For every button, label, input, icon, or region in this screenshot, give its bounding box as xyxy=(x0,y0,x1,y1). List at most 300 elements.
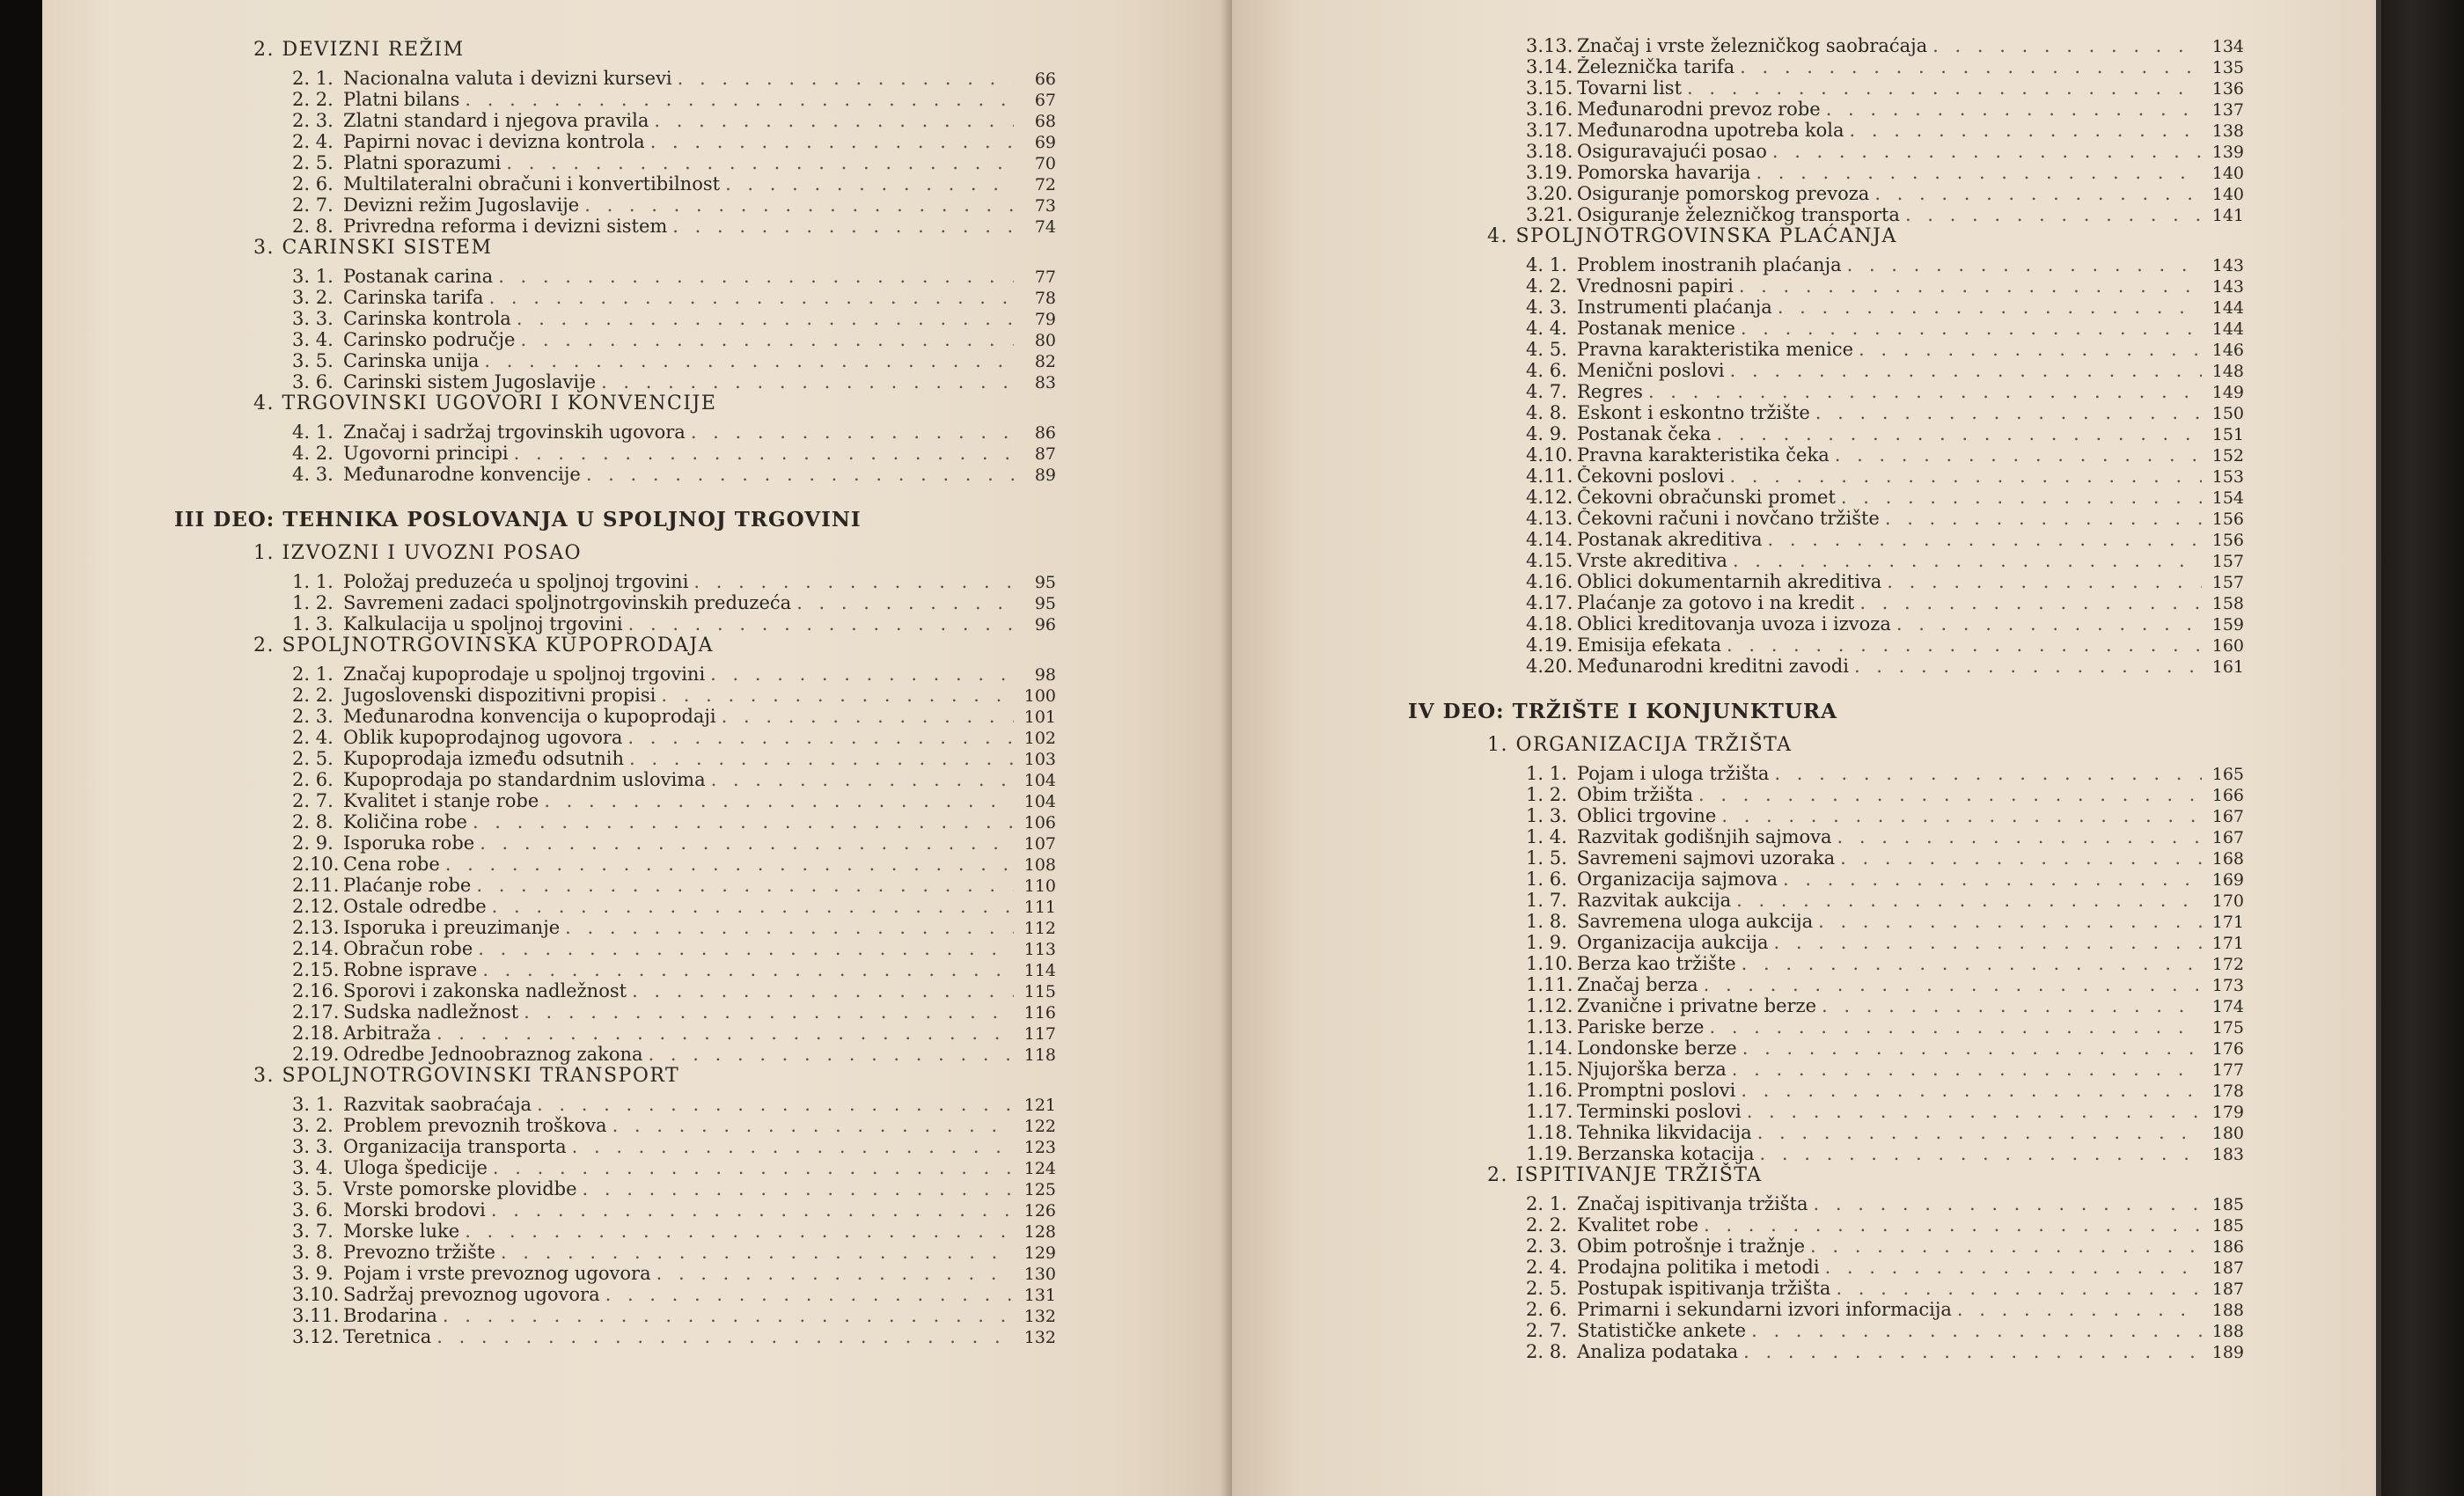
entry-title: Zlatni standard i njegova pravila xyxy=(343,110,649,131)
entry-title: Oblik kupoprodajnog ugovora xyxy=(343,727,623,748)
entry-title: Postanak carina xyxy=(343,266,494,287)
toc-entry xyxy=(292,350,1056,371)
entry-number: 2. 3. xyxy=(292,706,334,727)
entry-page-number: 82 xyxy=(1034,352,1056,371)
part-heading: III DEO: TEHNIKA POSLOVANJA U SPOLJNOJ TRGOVINI xyxy=(174,508,862,532)
entry-page-number: 102 xyxy=(1023,729,1056,748)
leader-dots xyxy=(1729,466,2202,487)
toc-section xyxy=(253,542,1056,634)
leader-dots xyxy=(678,68,1014,89)
leader-dots xyxy=(1850,120,2202,141)
entry-number: 3. 4. xyxy=(292,1157,334,1178)
entry-number: 4.17. xyxy=(1526,592,1573,613)
entry-number: 4.16. xyxy=(1526,571,1573,592)
entry-page-number: 83 xyxy=(1034,373,1056,392)
entry-page-number: 166 xyxy=(2211,786,2244,805)
entry-page-number: 107 xyxy=(1023,834,1056,854)
entry-title: Privredna reforma i devizni sistem xyxy=(343,216,668,237)
toc-entry xyxy=(292,854,1056,875)
entry-page-number: 74 xyxy=(1034,217,1056,237)
toc-entry xyxy=(292,1199,1056,1221)
toc-entry xyxy=(292,194,1056,216)
leader-dots xyxy=(492,896,1014,917)
leader-dots xyxy=(672,216,1014,237)
toc-entry xyxy=(292,685,1056,706)
entry-title: Pojam i uloga tržišta xyxy=(1577,763,1770,784)
leader-dots xyxy=(1698,784,2202,805)
entry-number: 2.17. xyxy=(292,1001,340,1023)
entry-number: 2. 7. xyxy=(292,790,334,811)
entry-title: Vrednosni papiri xyxy=(1577,275,1734,297)
entry-title: Prodajna politika i metodi xyxy=(1577,1257,1820,1278)
leader-dots xyxy=(517,308,1014,329)
leader-dots xyxy=(1778,297,2202,318)
toc-entry xyxy=(1526,550,2244,571)
entry-number: 2. 6. xyxy=(292,173,334,194)
toc-entry xyxy=(292,706,1056,727)
entry-number: 2. 1. xyxy=(292,664,334,685)
leader-dots xyxy=(436,1023,1014,1044)
entry-title: Plaćanje robe xyxy=(343,875,472,896)
toc-entry xyxy=(292,1242,1056,1263)
toc-entry xyxy=(1526,763,2244,784)
leader-dots xyxy=(649,1044,1014,1065)
leader-dots xyxy=(1739,275,2202,297)
entry-page-number: 101 xyxy=(1023,708,1056,727)
leader-dots xyxy=(1756,162,2202,183)
entry-page-number: 117 xyxy=(1023,1024,1056,1044)
toc-entry xyxy=(292,1284,1056,1305)
entry-number: 2. 4. xyxy=(1526,1257,1567,1278)
entry-title: Ostale odredbe xyxy=(343,896,487,917)
entry-number: 4.19. xyxy=(1526,634,1573,656)
entry-title: Oblici dokumentarnih akreditiva xyxy=(1577,571,1882,592)
entry-number: 4. 1. xyxy=(292,422,334,443)
leader-dots xyxy=(1885,508,2202,529)
entry-page-number: 132 xyxy=(1023,1328,1056,1347)
leader-dots xyxy=(586,464,1014,485)
toc-entry-list xyxy=(292,68,1056,237)
entry-page-number: 121 xyxy=(1023,1096,1056,1115)
toc-entry-list xyxy=(292,571,1056,634)
entry-title: Jugoslovenski dispozitivni propisi xyxy=(343,685,656,706)
entry-page-number: 80 xyxy=(1034,331,1056,350)
leader-dots xyxy=(1736,890,2202,911)
entry-number: 3.16. xyxy=(1526,99,1573,120)
entry-page-number: 169 xyxy=(2211,870,2244,890)
entry-page-number: 179 xyxy=(2211,1103,2244,1122)
toc-entry xyxy=(1526,318,2244,339)
entry-page-number: 149 xyxy=(2211,383,2244,402)
right-page xyxy=(1232,0,2376,1496)
entry-number: 2. 5. xyxy=(292,152,334,173)
toc-section xyxy=(253,1065,1056,1347)
entry-title: Pravna karakteristika menice xyxy=(1577,339,1854,360)
entry-page-number: 115 xyxy=(1023,982,1056,1001)
entry-number: 3. 3. xyxy=(292,1136,334,1157)
entry-page-number: 110 xyxy=(1023,876,1056,896)
entry-title: Carinski sistem Jugoslavije xyxy=(343,371,597,392)
toc-entry xyxy=(292,592,1056,613)
toc-entry xyxy=(1526,444,2244,466)
leader-dots xyxy=(1733,550,2202,571)
entry-title: Ugovorni principi xyxy=(343,443,509,464)
entry-title: Pomorska havarija xyxy=(1577,162,1751,183)
entry-number: 4. 2. xyxy=(292,443,334,464)
entry-title: Primarni i sekundarni izvori informacija xyxy=(1577,1299,1952,1320)
toc-entry xyxy=(292,959,1056,980)
entry-page-number: 106 xyxy=(1023,813,1056,832)
toc-entry xyxy=(292,980,1056,1001)
entry-title: Analiza podataka xyxy=(1577,1341,1739,1362)
entry-page-number: 98 xyxy=(1034,665,1056,685)
entry-page-number: 158 xyxy=(2211,594,2244,613)
entry-title: Kalkulacija u spoljnoj trgovini xyxy=(343,613,623,634)
entry-page-number: 160 xyxy=(2211,636,2244,656)
entry-number: 1. 6. xyxy=(1526,869,1567,890)
entry-title: Sporovi i zakonska nadležnost xyxy=(343,980,627,1001)
entry-page-number: 153 xyxy=(2211,467,2244,487)
entry-title: Značaj berza xyxy=(1577,974,1698,995)
leader-dots xyxy=(465,89,1014,110)
entry-number: 3. 8. xyxy=(292,1242,334,1263)
leader-dots xyxy=(601,371,1014,392)
entry-number: 2.11. xyxy=(292,875,340,896)
entry-number: 2. 9. xyxy=(292,832,334,854)
entry-number: 3. 3. xyxy=(292,308,334,329)
entry-number: 2. 8. xyxy=(292,811,334,832)
leader-dots xyxy=(605,1284,1014,1305)
entry-title: Savremeni zadaci spoljnotrgovinskih preduzeća xyxy=(343,592,792,613)
entry-number: 2. 8. xyxy=(292,216,334,237)
leader-dots xyxy=(1741,1080,2202,1101)
entry-number: 3. 6. xyxy=(292,371,334,392)
toc-entry xyxy=(292,110,1056,131)
entry-title: Značaj i vrste železničkog saobraćaja xyxy=(1577,35,1928,56)
entry-title: Čekovni poslovi xyxy=(1577,466,1725,487)
entry-page-number: 77 xyxy=(1034,268,1056,287)
leader-dots xyxy=(654,110,1014,131)
entry-number: 1. 3. xyxy=(292,613,334,634)
entry-title: Postupak ispitivanja tržišta xyxy=(1577,1278,1831,1299)
entry-number: 1.13. xyxy=(1526,1016,1573,1038)
entry-page-number: 140 xyxy=(2211,164,2244,183)
entry-page-number: 161 xyxy=(2211,657,2244,677)
entry-number: 3. 6. xyxy=(292,1199,334,1221)
entry-page-number: 126 xyxy=(1023,1201,1056,1221)
entry-page-number: 95 xyxy=(1034,594,1056,613)
leader-dots xyxy=(725,173,1014,194)
entry-number: 3. 4. xyxy=(292,329,334,350)
leader-dots xyxy=(1822,995,2202,1016)
leader-dots xyxy=(572,1136,1014,1157)
leader-dots xyxy=(632,980,1014,1001)
entry-page-number: 156 xyxy=(2211,510,2244,529)
entry-page-number: 148 xyxy=(2211,362,2244,381)
entry-title: Organizacija sajmova xyxy=(1577,869,1778,890)
toc-section xyxy=(1487,734,2244,1164)
entry-page-number: 73 xyxy=(1034,196,1056,216)
entry-number: 2. 4. xyxy=(292,727,334,748)
toc-entry xyxy=(292,664,1056,685)
entry-number: 1.11. xyxy=(1526,974,1573,995)
toc-entry xyxy=(1526,1341,2244,1362)
toc-entry xyxy=(292,371,1056,392)
toc-entry xyxy=(1526,1214,2244,1236)
entry-page-number: 132 xyxy=(1023,1307,1056,1326)
entry-page-number: 141 xyxy=(2211,206,2244,225)
entry-number: 3.14. xyxy=(1526,56,1573,77)
entry-page-number: 135 xyxy=(2211,58,2244,77)
toc-entry xyxy=(292,1263,1056,1284)
toc-entry xyxy=(292,613,1056,634)
leader-dots xyxy=(1783,869,2202,890)
toc-entry xyxy=(292,68,1056,89)
entry-page-number: 140 xyxy=(2211,185,2244,204)
entry-title: Teretnica xyxy=(343,1326,432,1347)
entry-page-number: 113 xyxy=(1023,940,1056,959)
entry-page-number: 176 xyxy=(2211,1039,2244,1059)
toc-entry xyxy=(292,875,1056,896)
entry-number: 3.19. xyxy=(1526,162,1573,183)
entry-number: 1.10. xyxy=(1526,953,1573,974)
entry-number: 2.12. xyxy=(292,896,340,917)
entry-page-number: 128 xyxy=(1023,1222,1056,1242)
toc-entry xyxy=(292,1001,1056,1023)
entry-number: 2. 3. xyxy=(1526,1236,1567,1257)
entry-page-number: 125 xyxy=(1023,1180,1056,1199)
toc-entry-list xyxy=(292,266,1056,392)
entry-title: Vrste akreditiva xyxy=(1577,550,1727,571)
toc-entry xyxy=(292,329,1056,350)
entry-number: 1.14. xyxy=(1526,1038,1573,1059)
leader-dots xyxy=(491,1199,1014,1221)
toc-entry xyxy=(292,571,1056,592)
entry-page-number: 118 xyxy=(1023,1045,1056,1065)
entry-page-number: 86 xyxy=(1034,423,1056,443)
toc-entry xyxy=(1526,1122,2244,1143)
entry-title: Plaćanje za gotovo i na kredit xyxy=(1577,592,1855,613)
leader-dots xyxy=(1887,571,2202,592)
toc-entry xyxy=(292,1305,1056,1326)
entry-page-number: 159 xyxy=(2211,615,2244,634)
entry-page-number: 144 xyxy=(2211,319,2244,339)
leader-dots xyxy=(628,613,1014,634)
toc-section xyxy=(253,237,1056,392)
entry-page-number: 79 xyxy=(1034,310,1056,329)
toc-section xyxy=(253,634,1056,1065)
entry-number: 1. 2. xyxy=(1526,784,1567,805)
entry-page-number: 129 xyxy=(1023,1243,1056,1263)
entry-title: Tehnika likvidacija xyxy=(1577,1122,1752,1143)
entry-number: 4.12. xyxy=(1526,487,1573,508)
leader-dots xyxy=(1704,974,2202,995)
toc-entry xyxy=(1526,634,2244,656)
leader-dots xyxy=(1905,204,2202,225)
entry-title: Instrumenti plaćanja xyxy=(1577,297,1772,318)
entry-title: Razvitak saobraćaja xyxy=(343,1094,532,1115)
chapter-heading: 2. ISPITIVANJE TRŽIŠTA xyxy=(1487,1164,1763,1186)
leader-dots xyxy=(656,1263,1014,1284)
entry-number: 3.12. xyxy=(292,1326,340,1347)
entry-title: Međunarodna upotreba kola xyxy=(1577,120,1844,141)
entry-title: Pariske berze xyxy=(1577,1016,1705,1038)
entry-page-number: 138 xyxy=(2211,121,2244,141)
leader-dots xyxy=(796,592,1014,613)
entry-page-number: 108 xyxy=(1023,855,1056,875)
entry-title: Isporuka i preuzimanje xyxy=(343,917,561,938)
entry-title: Kvalitet robe xyxy=(1577,1214,1699,1236)
leader-dots xyxy=(524,1001,1014,1023)
leader-dots xyxy=(1837,826,2202,847)
entry-title: Prevozno tržište xyxy=(343,1242,495,1263)
toc-entry xyxy=(1526,1193,2244,1214)
toc-entry xyxy=(1526,1059,2244,1080)
entry-title: Vrste pomorske plovidbe xyxy=(343,1178,577,1199)
chapter-heading: 2. SPOLJNOTRGOVINSKA KUPOPRODAJA xyxy=(253,634,715,656)
entry-page-number: 122 xyxy=(1023,1117,1056,1136)
entry-page-number: 146 xyxy=(2211,341,2244,360)
toc-entry xyxy=(292,1326,1056,1347)
entry-number: 2.10. xyxy=(292,854,340,875)
toc-entry xyxy=(292,443,1056,464)
entry-page-number: 78 xyxy=(1034,289,1056,308)
entry-title: Uloga špedicije xyxy=(343,1157,488,1178)
entry-title: Razvitak godišnjih sajmova xyxy=(1577,826,1832,847)
leader-dots xyxy=(612,1115,1014,1136)
leader-dots xyxy=(710,664,1014,685)
entry-number: 4.20. xyxy=(1526,656,1573,677)
entry-title: Odredbe Jednoobraznog zakona xyxy=(343,1044,643,1065)
entry-number: 1. 2. xyxy=(292,592,334,613)
leader-dots xyxy=(537,1094,1014,1115)
entry-page-number: 100 xyxy=(1023,686,1056,706)
entry-title: Obračun robe xyxy=(343,938,473,959)
entry-number: 3. 2. xyxy=(292,1115,334,1136)
toc-section xyxy=(253,39,1056,237)
entry-title: Pravna karakteristika čeka xyxy=(1577,444,1830,466)
leader-dots xyxy=(436,1326,1014,1347)
entry-title: Carinska kontrola xyxy=(343,308,511,329)
entry-title: Zvanične i privatne berze xyxy=(1577,995,1817,1016)
entry-title: Osiguravajući posao xyxy=(1577,141,1767,162)
toc-entry xyxy=(1526,1080,2244,1101)
entry-title: Eskont i eskontno tržište xyxy=(1577,402,1810,423)
entry-title: Regres xyxy=(1577,381,1643,402)
entry-page-number: 131 xyxy=(1023,1286,1056,1305)
toc-entry-list xyxy=(1526,254,2244,677)
entry-number: 1.15. xyxy=(1526,1059,1573,1080)
toc-entry xyxy=(1526,204,2244,225)
toc-entry xyxy=(1526,1236,2244,1257)
entry-number: 1. 9. xyxy=(1526,932,1567,953)
toc-entry xyxy=(292,464,1056,485)
entry-title: Savremeni sajmovi uzoraka xyxy=(1577,847,1836,869)
entry-number: 4.13. xyxy=(1526,508,1573,529)
entry-title: Organizacija aukcija xyxy=(1577,932,1769,953)
entry-title: Promptni poslovi xyxy=(1577,1080,1736,1101)
entry-page-number: 143 xyxy=(2211,277,2244,297)
entry-number: 3. 9. xyxy=(292,1263,334,1284)
toc-entry xyxy=(1526,1320,2244,1341)
toc-entry xyxy=(292,811,1056,832)
toc-entry xyxy=(1526,529,2244,550)
entry-title: Multilateralni obračuni i konvertibilnost xyxy=(343,173,721,194)
leader-dots xyxy=(476,875,1014,896)
leader-dots xyxy=(1835,444,2202,466)
entry-number: 1. 1. xyxy=(292,571,334,592)
entry-title: Oblici kreditovanja uvoza i izvoza xyxy=(1577,613,1891,634)
entry-title: Međunarodna konvencija o kupoprodaji xyxy=(343,706,716,727)
entry-page-number: 69 xyxy=(1034,133,1056,152)
toc-entry xyxy=(1526,1101,2244,1122)
toc-entry xyxy=(292,790,1056,811)
leader-dots xyxy=(1810,1236,2202,1257)
leader-dots xyxy=(1854,656,2202,677)
entry-title: Razvitak aukcija xyxy=(1577,890,1732,911)
entry-page-number: 186 xyxy=(2211,1237,2244,1257)
entry-title: Papirni novac i devizna kontrola xyxy=(343,131,645,152)
toc-entry xyxy=(292,422,1056,443)
entry-page-number: 174 xyxy=(2211,997,2244,1016)
entry-page-number: 151 xyxy=(2211,425,2244,444)
entry-number: 1. 1. xyxy=(1526,763,1567,784)
entry-number: 2. 3. xyxy=(292,110,334,131)
entry-page-number: 188 xyxy=(2211,1301,2244,1320)
entry-title: Robne isprave xyxy=(343,959,478,980)
entry-page-number: 72 xyxy=(1034,175,1056,194)
entry-page-number: 180 xyxy=(2211,1124,2244,1143)
toc-entry xyxy=(1526,826,2244,847)
entry-number: 3.20. xyxy=(1526,183,1573,204)
entry-title: Devizni režim Jugoslavije xyxy=(343,194,580,216)
entry-title: Njujorška berza xyxy=(1577,1059,1727,1080)
entry-title: Arbitraža xyxy=(343,1023,431,1044)
entry-number: 3. 2. xyxy=(292,287,334,308)
toc-entry xyxy=(292,131,1056,152)
entry-number: 3.13. xyxy=(1526,35,1573,56)
leader-dots xyxy=(661,685,1014,706)
entry-page-number: 173 xyxy=(2211,976,2244,995)
leader-dots xyxy=(484,350,1014,371)
entry-number: 2. 6. xyxy=(1526,1299,1567,1320)
entry-number: 4.10. xyxy=(1526,444,1573,466)
entry-title: Emisija efekata xyxy=(1577,634,1721,656)
toc-entry-list xyxy=(1526,763,2244,1164)
left-page xyxy=(42,0,1232,1496)
toc-entry xyxy=(292,769,1056,790)
entry-number: 1.12. xyxy=(1526,995,1573,1016)
entry-page-number: 139 xyxy=(2211,143,2244,162)
leader-dots xyxy=(1896,613,2202,634)
leader-dots xyxy=(722,706,1014,727)
toc-entry-list xyxy=(292,422,1056,485)
toc-entry xyxy=(1526,1038,2244,1059)
toc-entry xyxy=(292,1157,1056,1178)
entry-number: 4. 9. xyxy=(1526,423,1567,444)
entry-title: Problem inostranih plaćanja xyxy=(1577,254,1842,275)
entry-number: 2. 1. xyxy=(292,68,334,89)
toc-entry xyxy=(1526,911,2244,932)
entry-number: 3. 5. xyxy=(292,1178,334,1199)
leader-dots xyxy=(1742,1038,2202,1059)
entry-number: 3.21. xyxy=(1526,204,1573,225)
entry-number: 3.10. xyxy=(292,1284,340,1305)
entry-title: Platni bilans xyxy=(343,89,460,110)
entry-number: 2. 5. xyxy=(1526,1278,1567,1299)
toc-entry xyxy=(1526,162,2244,183)
leader-dots xyxy=(1836,1278,2202,1299)
